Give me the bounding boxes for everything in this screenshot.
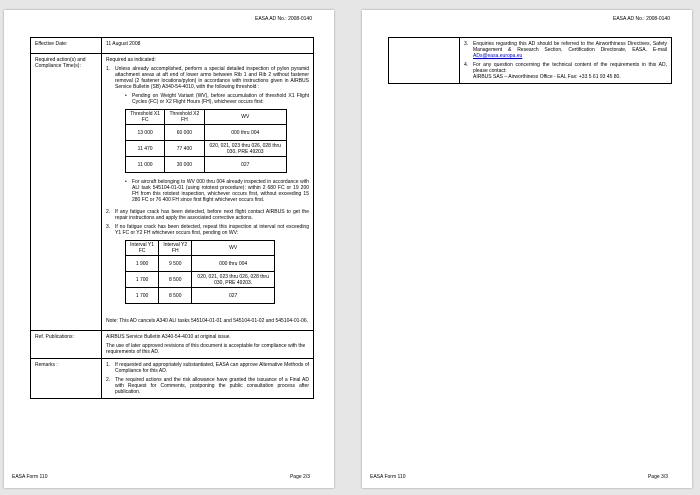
remarks-label-empty [389, 38, 460, 84]
threshold-table-header: Threshold X1 FC Threshold X2 FH WV [126, 110, 287, 125]
bullet-2: • For aircraft belonging to WV 000 thru 004 already inspected in accordance with ALI task 545104-01-01 (using rototest procedure): within 2 680 FC or 19 200 FH from this rototest inspection, whichever occurs first, without exceeding 15 280 FC or 76 400 FH since first flight whichever occurs first. [125, 179, 309, 203]
ref-publication-1: AIRBUS Service Bulletin A340-54-4010 at original issue. [106, 334, 231, 340]
remark-3: 3. Enquiries regarding this AD should be referred to the Airworthiness Directives, Safety Management & Research Section, Certification Directorate, EASA. E-mail ADs@easa.europa.eu [464, 41, 667, 59]
interval-table [125, 240, 275, 304]
form-footer: EASA Form 110 [370, 474, 406, 480]
required-item-1: 1. Unless already accomplished, perform a special detailed inspection of pylon pyramid attachment areas at aft end of lower arms between Rib 1 and Rib 2 without fastener removal (2 fastener locations/pylon) in accordance with instructions given in AIRBUS Service Bulletin (SB) A340-54-4010, with the following threshold : • Pending on Weight Variant (WV), before accumulation of threshold X1 Flight Cycles (FC) or X2 Flight Hours (FH), whichever occurs first: Threshold X1 FC Threshold X2 FH WV 13 000 60 000 000 thru 004 11 470 77 400 020, 021, 023 thru 026, 028 thru 030, PRE 49203 11 000 30 000 027 • For aircraft belonging to WV 000 thru 004 already inspected in accordance with ALI task 545104-01-01 (using rototest procedure): within 2 680 FC or 19 200 FH from this rototest inspection, whichever occurs first, without exceeding 15 280 FC or 76 400 FH since first flight whichever occurs first. [106, 66, 309, 203]
required-actions-row [31, 54, 314, 331]
page-number: Page 3/3 [647, 474, 668, 480]
remarks-label: Remarks : [31, 359, 102, 399]
required-intro: Required as indicated: [106, 57, 156, 63]
bullet-icon: • [125, 93, 127, 99]
ref-publications-content [102, 331, 314, 359]
remarks-content [102, 359, 314, 399]
email-link[interactable]: ADs@easa.europa.eu [473, 53, 523, 59]
document-page-3 [362, 10, 692, 488]
table-row: 1 900 9 500 000 thru 004 [126, 256, 275, 272]
document-page-2 [4, 10, 334, 488]
required-actions-label: Required action(s) and Compliance Time(s): [31, 54, 102, 331]
bullet-1: • Pending on Weight Variant (WV), before accumulation of threshold X1 Flight Cycles (FC) or X2 Flight Hours (FH), whichever occurs first: [125, 93, 309, 105]
ref-publications-label: Ref. Publications: [31, 331, 102, 359]
remark-1: 1. If requested and appropriately substantiated, EASA can approve Alternative Methods of Compliance for this AD. [106, 362, 309, 374]
remarks-content [460, 38, 672, 84]
table-row: 1 700 8 500 020, 021, 023 thru 026, 028 thru 030, PRE 49203. [126, 272, 275, 288]
doc-reference-header: EASA AD No.: 2008-0140 [613, 16, 670, 22]
remarks-continued-table [388, 37, 672, 84]
remarks-row [389, 38, 672, 84]
remark-4: 4. For any question concerning the technical content of the requirements in this AD, please contact: AIRBUS SAS – Airworthiness Office - EAL Fax: +33 5 61 93 45 80. [464, 62, 667, 80]
ref-publication-2: The use of later approved revisions of this document is acceptable for compliance with the requirements of this AD. [106, 343, 306, 355]
airbus-contact: AIRBUS SAS – Airworthiness Office - EAL Fax: +33 5 61 93 45 80. [473, 74, 621, 80]
interval-table-header: Interval Y1 FC Interval Y2 FH WV [126, 241, 275, 256]
table-row: 11 470 77 400 020, 021, 023 thru 026, 028 thru 030, PRE 49203 [126, 141, 287, 157]
effective-date-row [31, 38, 314, 54]
effective-date-value: 11 August 2008 [102, 38, 314, 54]
ref-publications-row [31, 331, 314, 359]
threshold-table [125, 109, 287, 173]
table-row: 11 000 30 000 027 [126, 157, 287, 173]
required-item-3: 3. If no fatigue crack has been detected, repeat this inspection at interval not exceeding Y1 FC or Y2 FH whichever occurs first, pending on WV: Interval Y1 FC Interval Y2 FH WV 1 900 9 500 000 thru 004 1 700 8 500 020, 021, 023 thru 026, 028 thru 030, PRE 49203. 1 700 8 500 027 [106, 224, 309, 310]
table-row: 1 700 8 500 027 [126, 288, 275, 304]
remark-2: 2. The required actions and the risk allowance have granted the issuance of a Final AD with Request for Comments, postponing the public consultation process after publication. [106, 377, 309, 395]
remarks-row [31, 359, 314, 399]
form-footer: EASA Form 110 [12, 474, 48, 480]
doc-reference-header: EASA AD No.: 2008-0140 [255, 16, 312, 22]
bullet-icon: • [125, 179, 127, 185]
table-row: 13 000 60 000 000 thru 004 [126, 125, 287, 141]
item-3-text: If no fatigue crack has been detected, repeat this inspection at interval not exceeding Y1 FC or Y2 FH whichever occurs first, pending on WV: [115, 224, 309, 236]
required-actions-content [102, 54, 314, 331]
ad-table [30, 37, 314, 399]
cancel-note: Note: This AD cancels A340 ALI tasks 545104-01-01 and 545104-01-02 and 545104-01-06. [106, 318, 308, 324]
item-1-text: Unless already accomplished, perform a special detailed inspection of pylon pyramid attachment areas at aft end of lower arms between Rib 1 and Rib 2 without fastener removal (2 fastener locations/pylon) in accordance with instructions given in AIRBUS Service Bulletin (SB) A340-54-4010, with the following threshold : [115, 66, 309, 90]
required-item-2: 2. If any fatigue crack has been detected, before next flight contact AIRBUS to get the repair instructions and apply the associated corrective actions. [106, 209, 309, 221]
page-number: Page 2/3 [289, 474, 310, 480]
effective-date-label: Effective Date: [31, 38, 102, 54]
